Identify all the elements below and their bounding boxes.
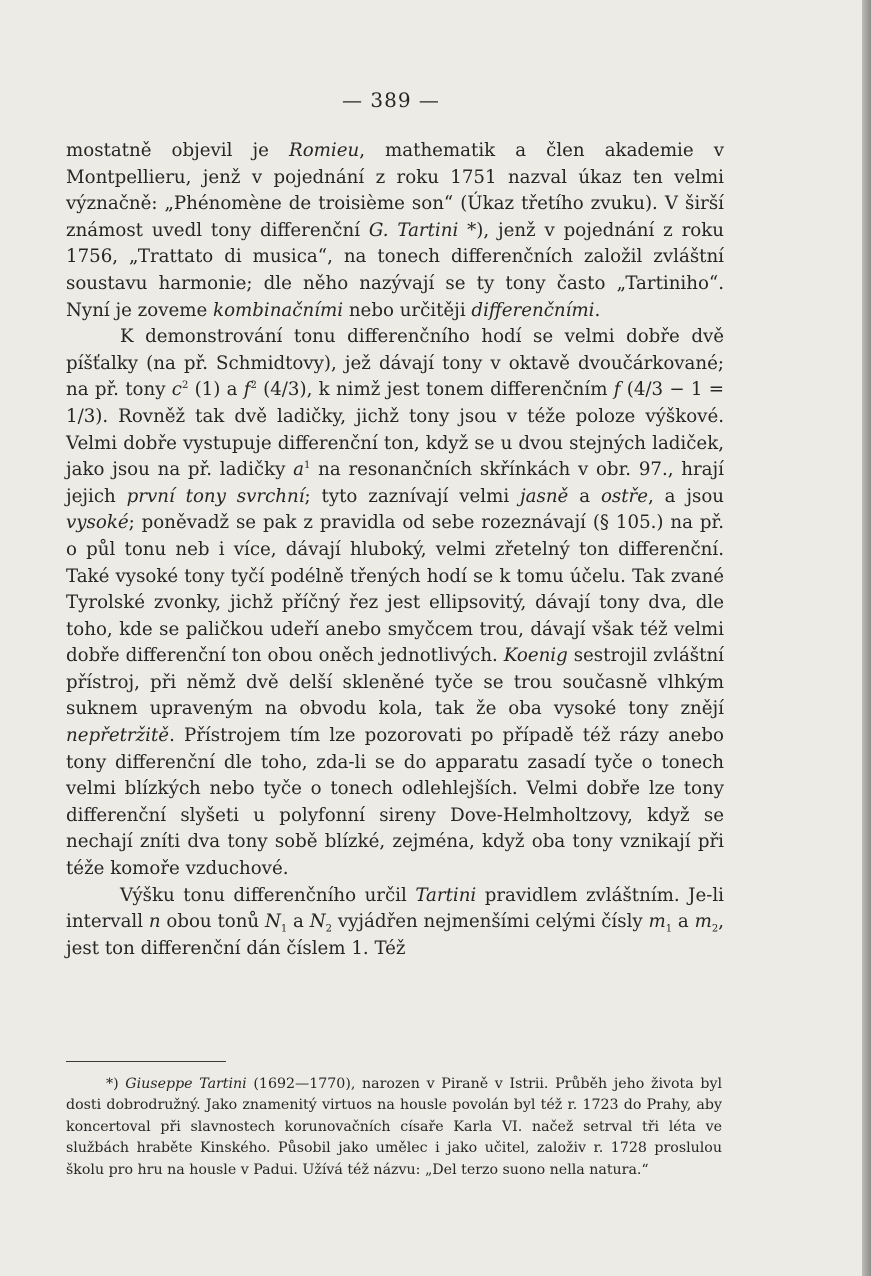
paragraph-3 — [66, 883, 724, 963]
text-run: pravidlem zvláštním. Je-li intervall — [66, 884, 724, 933]
italic-run: kombinačními — [213, 299, 344, 321]
italic-run: Giuseppe Tartini — [125, 1076, 247, 1092]
text-run: (4/3), k nimž jest tonem differenčním — [256, 379, 614, 401]
italic-run: a — [293, 459, 305, 481]
italic-run: N — [309, 911, 326, 933]
text-run: ; tyto zaznívají velmi — [304, 485, 521, 507]
text-run: a — [287, 911, 310, 933]
italic-run: nepřetržitě — [66, 725, 170, 747]
text-run: na resonančních skřínkách v obr. 97., hrají jejich — [66, 459, 724, 507]
page-edge — [862, 0, 871, 1276]
italic-run: n — [148, 911, 161, 933]
footnote-text — [66, 1074, 722, 1181]
italic-run: ostře — [600, 485, 648, 507]
text-run: *), jenž v pojednání z roku 1756, „Trattato di musica“, na tonech differenčních založil zvláštní soustavu harmonie; dle něho nazývají se ty tony často „Tartiniho“. Nyní je zoveme — [66, 219, 724, 321]
text-run: , mathematik a člen akademie v Montpellieru, jenž v pojednání z roku 1751 nazval úkaz ten velmi význačně: „Phénomène de troisième son“ (Úkaz třetího zvuku). V širší známost uvedl tony differenční — [66, 140, 724, 241]
italic-run: m — [694, 911, 712, 933]
text-run: K demonstrování tonu differenčního hodí se velmi dobře dvě píšťalky (na př. Schmidtovy), jež dávají tony v oktavě dvoučárkované; na př. tony — [66, 326, 724, 401]
text-run: sestrojil zvláštní přístroj, při němž dvě delší skleněné tyče se trou současně vlhkým suknem upraveným na obvodu kola, tak že oba vysoké tony znějí — [66, 645, 724, 720]
italic-run: m — [648, 911, 666, 933]
subscript: 2 — [711, 923, 719, 935]
main-text — [66, 138, 724, 962]
italic-run: c — [171, 379, 182, 401]
footnote-divider — [66, 1061, 226, 1062]
text-run: mostatně objevil je — [66, 140, 289, 161]
italic-run: G. Tartini — [368, 219, 459, 241]
footnote — [66, 1074, 722, 1181]
italic-run: N — [264, 911, 281, 933]
text-run: , jest ton differenční dán číslem 1. Též — [66, 911, 724, 959]
text-run: obou tonů — [160, 911, 265, 933]
subscript: 1 — [280, 923, 288, 935]
text-run: a — [672, 911, 695, 933]
italic-run: f — [243, 379, 251, 401]
subscript: 2 — [325, 923, 333, 935]
page-number: — 389 — — [342, 88, 440, 112]
subscript: 1 — [665, 923, 673, 935]
text-run: (1692—1770), narozen v Piraně v Istrii. Průběh jeho života byl dosti dobrodružný. Jako znamenitý virtuos na housle povolán byl též r. 1723 do Prahy, aby koncertoval při slavnostech korunovačních císaře Karla VI. načež setrval tři léta ve službách hraběte Kinského. Působil jako umělec i jako učitel, založiv r. 1728 proslulou školu pro hru na housle v Padui. Užívá též názvu: „Del terzo suono nella natura.“ — [66, 1076, 722, 1178]
italic-run: jasně — [520, 485, 569, 507]
italic-run: Koenig — [503, 645, 568, 667]
superscript: 2 — [181, 380, 189, 392]
italic-run: Tartini — [415, 884, 477, 906]
text-run: , a jsou — [648, 485, 725, 507]
paragraph-1 — [66, 138, 724, 324]
paragraph-2 — [66, 324, 724, 882]
italic-run: vysoké — [66, 512, 129, 534]
text-run: . Přístrojem tím lze pozorovati po případě též rázy anebo tony differenční dle toho, zda-li se do apparatu zasadí tyče o tonech velmi blízkých nebo tyče o tonech odlehlejších. Velmi dobře lze tony differenční slyšeti u polyfonní sireny Dove-Helmholtzovy, když se nechají zníti dva tony sobě blízké, zejména, když oba tony vznikají při téže komoře vzduchové. — [66, 725, 724, 880]
italic-run: f — [613, 379, 621, 401]
text-run: *) — [106, 1076, 126, 1092]
text-run: Výšku tonu differenčního určil — [120, 884, 416, 906]
italic-run: differenčními — [471, 299, 595, 321]
text-run: (4/3 − 1 = 1/3). Rovněž tak dvě ladičky, jichž tony jsou v téže poloze výškové. Velmi dobře vystupuje differenční ton, když se u dvou stejných ladiček, jako jsou na př. ladičky — [66, 379, 724, 481]
italic-run: první tony svrchní — [126, 485, 305, 507]
italic-run: Romieu — [289, 140, 360, 161]
text-run: . — [594, 299, 601, 321]
text-run: a — [568, 485, 601, 507]
text-run: (1) a — [188, 379, 244, 401]
superscript: 2 — [250, 380, 257, 392]
text-run: ; poněvadž se pak z pravidla od sebe rozeznávají (§ 105.) na př. o půl tonu neb i více, dávají hluboký, velmi zřetelný ton differenční. Také vysoké tony tyčí podélně třených hodí se k tomu účelu. Tak zvané Tyrolské zvonky, jichž příčný řez jest ellipsovitý, dávají tony dva, dle toho, kde se paličkou udeří anebo smyčcem trou, dávají však též velmi dobře differenční ton obou oněch jednotlivých. — [66, 512, 724, 667]
text-run: nebo určitěji — [343, 299, 472, 321]
text-run: vyjádřen nejmenšími celými čísly — [332, 911, 649, 933]
superscript: 1 — [304, 460, 311, 472]
